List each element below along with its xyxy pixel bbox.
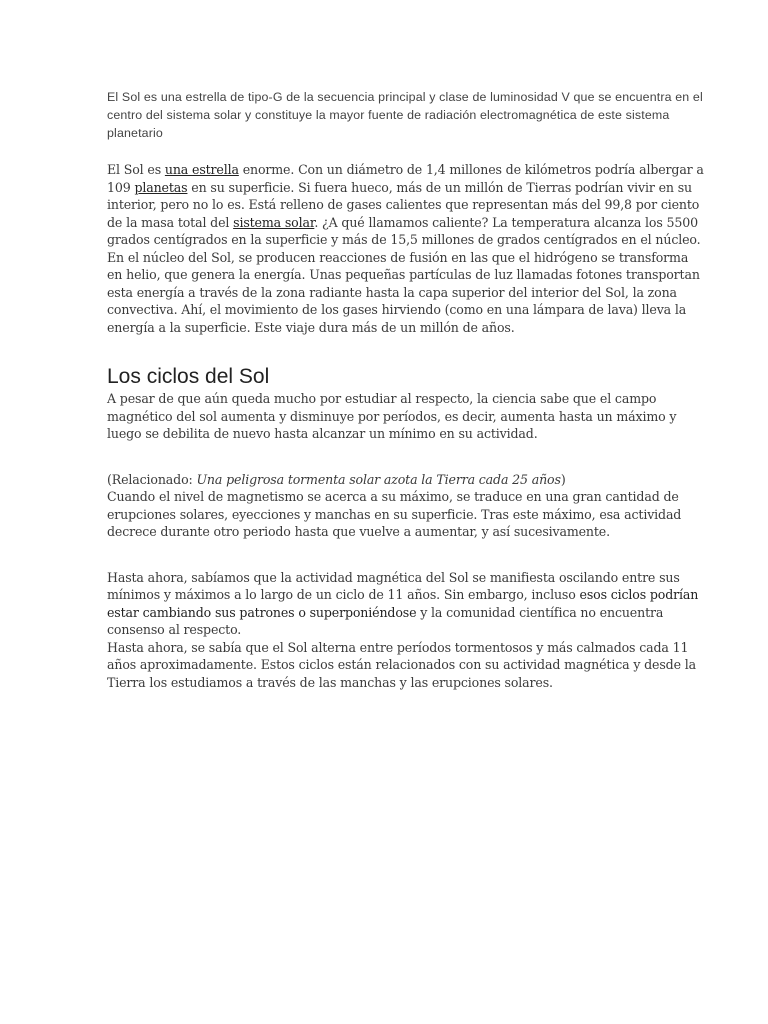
document-page	[107, 88, 707, 691]
related-note	[107, 471, 707, 489]
intro-paragraph: El Sol es una estrella de tipo-G de la secuencia principal y clase de luminosidad V que se encuentra en el centro del sistema solar y constituye la mayor fuente de radiación electromagnética de este sistema planetario	[107, 90, 703, 140]
related-article-link[interactable]: Una peligrosa tormenta solar azota la Tierra cada 25 años	[196, 471, 561, 487]
paragraph-11-years: Hasta ahora, se sabía que el Sol alterna entre períodos tormentosos y más calmados cada 11 años aproximadamente. Estos ciclos están relacionados con su actividad magnética y desde la Tierra los estudiamos a través de las manchas y las erupciones solares.	[107, 639, 696, 690]
text-segment: enorme. Con un diámetro de 1,4 millones de kilómetros podría albergar a 109	[107, 162, 704, 195]
paragraph-magnetism-max: Cuando el nivel de magnetismo se acerca a su máximo, se traduce en una gran cantidad de erupciones solares, eyecciones y manchas en su superficie. Tras este máximo, esa actividad decrece durante otro periodo hasta que vuelve a aumentar, y así sucesivamente.	[107, 489, 682, 539]
paragraph-fusion: En el núcleo del Sol, se producen reacciones de fusión en las que el hidrógeno se transforma en helio, que genera la energía. Unas pequeñas partículas de luz llamadas fotones transportan esta energía a través de la zona radiante hasta la capa superior del interior del Sol, la zona convectiva. Ahí, el movimiento de los gases hirviendo (como en una lámpara de lava) lleva la energía a la superficie. Este viaje dura más de un millón de años.	[107, 249, 700, 335]
link-sistema-solar[interactable]: sistema solar	[233, 214, 315, 230]
related-suffix: )	[560, 471, 566, 487]
text-segment: en su superficie. Si fuera hueco, más de un millón de Tierras podrían vivir en su interior, pero no lo es. Está relleno de gases calientes que representan más del 99,8 por ciento de la masa total del	[107, 179, 700, 230]
link-planetas[interactable]: planetas	[134, 179, 188, 195]
text-segment: Hasta ahora, sabíamos que la actividad magnética del Sol se manifiesta oscilando entre sus mínimos y máximos a lo largo de un ciclo de 11 años. Sin embargo, incluso	[107, 569, 680, 602]
paragraph-sun-size	[107, 161, 707, 249]
paragraph-cycles	[107, 569, 707, 639]
related-prefix: (Relacionado:	[107, 471, 197, 487]
paragraph-magnetic-field: A pesar de que aún queda mucho por estudiar al respecto, la ciencia sabe que el campo magnético del sol aumenta y disminuye por períodos, es decir, aumenta hasta un máximo y luego se debilita de nuevo hasta alcanzar un mínimo en su actividad.	[107, 391, 677, 441]
link-una-estrella[interactable]: una estrella	[164, 162, 239, 177]
section-heading: Los ciclos del Sol	[107, 365, 270, 388]
text-segment: . ¿A qué llamamos caliente? La temperatura alcanza los 5500 grados centígrados en la superficie y más de 15,5 millones de grados centígrados en el núcleo.	[107, 214, 701, 247]
link-ciclos-cambiando[interactable]: esos ciclos podrían estar cambiando sus patrones o superponiéndose	[107, 587, 699, 620]
text-segment: El Sol es	[107, 162, 165, 177]
text-segment: y la comunidad científica no encuentra consenso al respecto.	[107, 604, 664, 637]
